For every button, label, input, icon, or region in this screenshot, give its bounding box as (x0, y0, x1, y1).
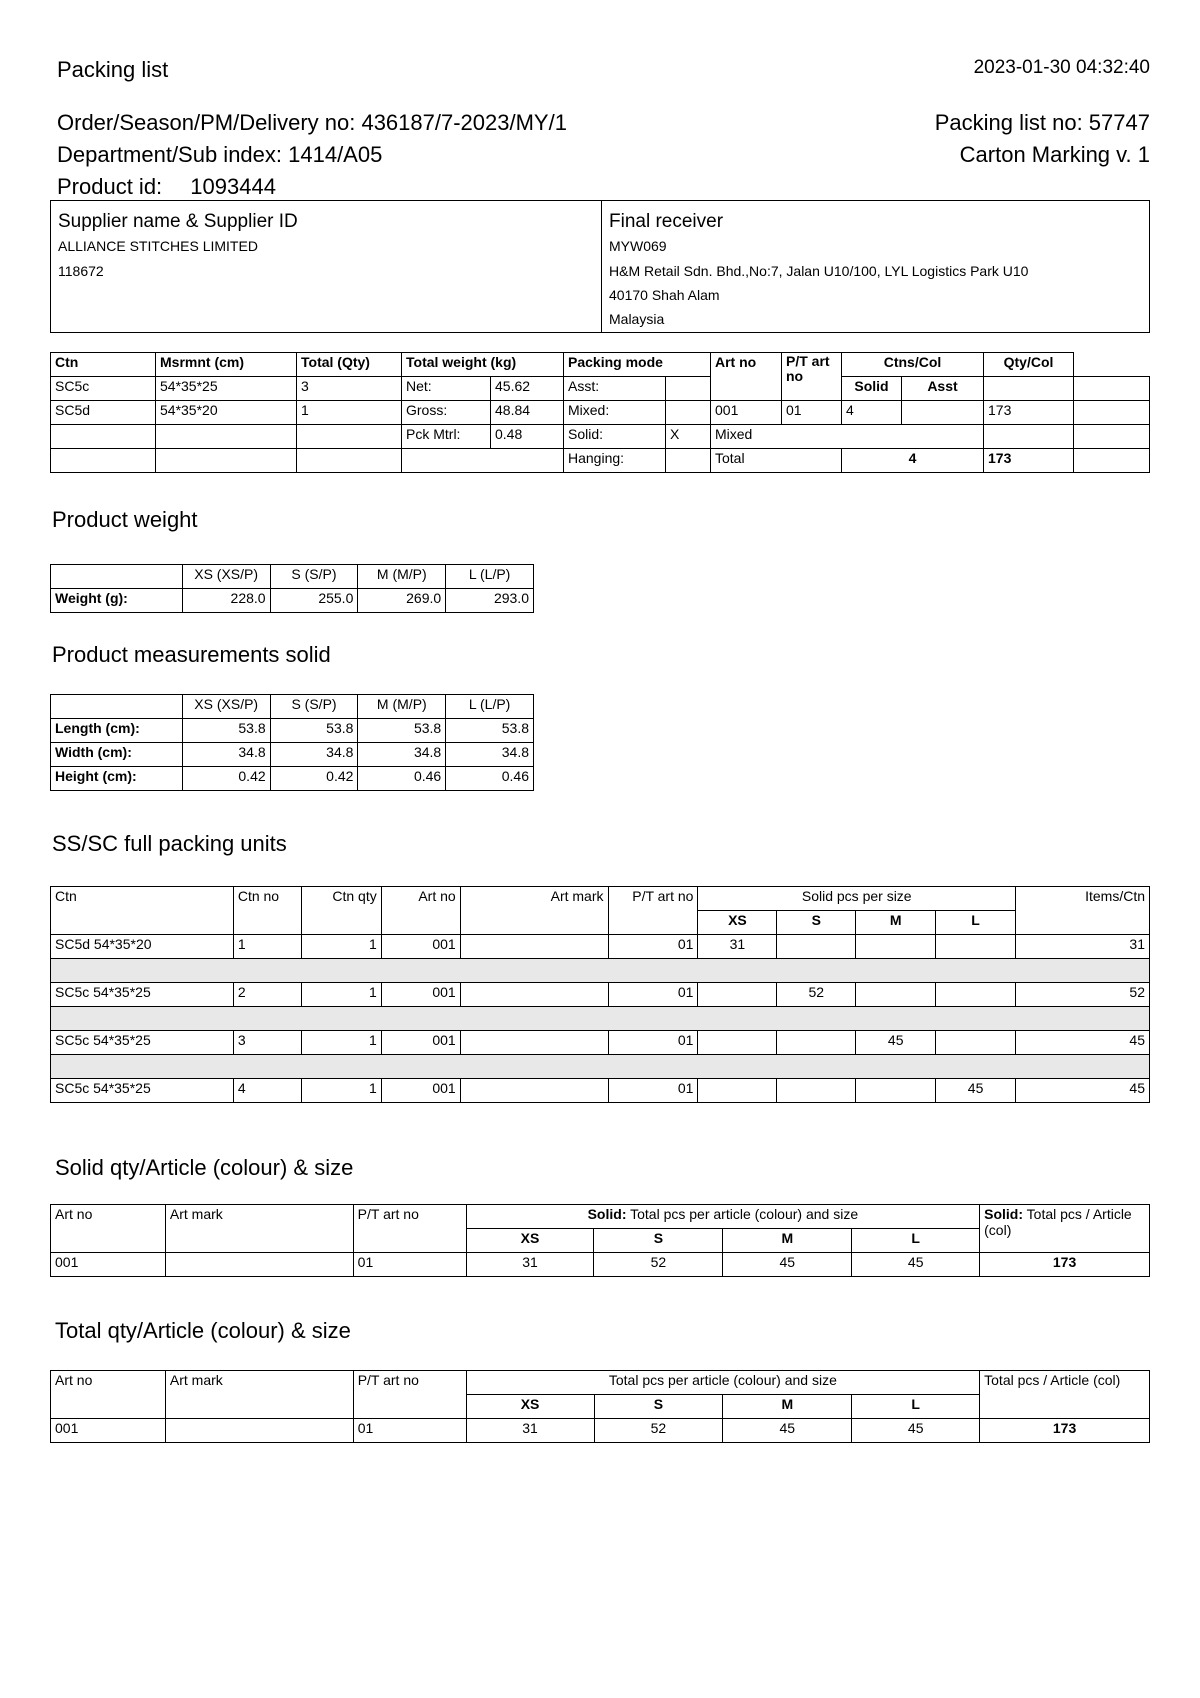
art-no-cell: 001 (711, 401, 782, 425)
xs-cell (698, 983, 777, 1007)
product-id-row (57, 174, 276, 200)
header-ctn: Ctn (51, 353, 156, 377)
summary-header-row (51, 353, 1150, 377)
ctn-no-cell: 1 (233, 935, 301, 959)
l-cell: 45 (852, 1419, 980, 1443)
packing-units-table (50, 886, 1150, 1103)
art-no-cell: 001 (51, 1419, 166, 1443)
summary-row (51, 401, 1150, 425)
m-cell: 45 (723, 1253, 852, 1277)
size-header: XS (XS/P) (182, 695, 270, 719)
header-art-no: Art no (51, 1205, 166, 1253)
total-label: Total (711, 449, 842, 473)
weight-value: 228.0 (182, 589, 270, 613)
total-qty-header-row (51, 1371, 1150, 1395)
summary-row (51, 449, 1150, 473)
l-cell: 45 (936, 1079, 1016, 1103)
size-header: M (M/P) (358, 695, 446, 719)
mode-label: Mixed: (564, 401, 666, 425)
size-header: S (777, 911, 856, 935)
art-mark-cell (165, 1419, 353, 1443)
ctn-qty-cell: 1 (301, 1031, 381, 1055)
measurements-table (50, 694, 534, 791)
xs-cell (698, 1031, 777, 1055)
weight-label: Gross: (402, 401, 491, 425)
ctn-cell: SC5c 54*35*25 (51, 983, 234, 1007)
subheader-solid: Solid (842, 377, 902, 401)
header-pt-art-no: P/T art no (608, 887, 698, 935)
header-msrmnt: Msrmnt (cm) (156, 353, 297, 377)
size-header: L (L/P) (446, 695, 534, 719)
weight-value: 0.48 (491, 425, 564, 449)
header-items-ctn: Items/Ctn (1016, 887, 1150, 935)
m-cell (856, 935, 936, 959)
solid-prefix: Solid: (984, 1206, 1024, 1222)
s-cell: 52 (594, 1253, 723, 1277)
spacer-cell (51, 1007, 1150, 1031)
size-header: XS (466, 1395, 594, 1419)
size-header: XS (466, 1229, 594, 1253)
ctn-qty-cell: 1 (301, 1079, 381, 1103)
table-row (51, 1079, 1150, 1103)
weight-label: Pck Mtrl: (402, 425, 491, 449)
total-title: Total pcs / Article (col) (984, 1206, 1136, 1238)
receiver-code: MYW069 (609, 238, 667, 254)
measurement-row (51, 767, 534, 791)
measurement-value: 0.42 (270, 767, 358, 791)
msrmnt-cell (156, 425, 297, 449)
measurement-value: 34.8 (446, 743, 534, 767)
pt-art-no-cell: 01 (353, 1419, 466, 1443)
department-line: Department/Sub index: 1414/A05 (57, 142, 383, 167)
weight-label (402, 449, 564, 473)
table-row (51, 1419, 1150, 1443)
parties-divider (601, 201, 602, 332)
size-header: M (723, 1229, 852, 1253)
table-row (51, 983, 1150, 1007)
measurement-value: 0.46 (358, 767, 446, 791)
pt-art-no-cell: 01 (608, 1031, 698, 1055)
art-no-cell: 001 (381, 1079, 460, 1103)
total-qty-table (50, 1370, 1150, 1443)
art-mark-cell (165, 1253, 353, 1277)
pt-art-no-cell: 01 (608, 935, 698, 959)
size-header: XS (XS/P) (182, 565, 270, 589)
size-header: L (L/P) (446, 565, 534, 589)
mode-label: Asst: (564, 377, 666, 401)
msrmnt-cell: 54*35*20 (156, 401, 297, 425)
weight-label: Net: (402, 377, 491, 401)
mode-mark (666, 401, 711, 425)
measurement-row (51, 719, 534, 743)
table-row (51, 935, 1150, 959)
measurement-value: 34.8 (358, 743, 446, 767)
ctn-no-cell: 4 (233, 1079, 301, 1103)
solid-qty-heading: Solid qty/Article (colour) & size (55, 1155, 354, 1180)
measurement-label: Width (cm): (51, 743, 183, 767)
spacer-row (51, 959, 1150, 983)
subheader-asst: Asst (902, 377, 984, 401)
weight-value: 293.0 (446, 589, 534, 613)
msrmnt-cell: 54*35*25 (156, 377, 297, 401)
header-total-qty: Total (Qty) (297, 353, 402, 377)
size-header: L (852, 1395, 980, 1419)
m-cell (856, 1079, 936, 1103)
xs-cell (698, 1079, 777, 1103)
header-pt-art-no: P/T art no (353, 1205, 466, 1253)
l-cell: 45 (852, 1253, 980, 1277)
s-cell: 52 (777, 983, 856, 1007)
ctn-cell (51, 449, 156, 473)
parties-box (50, 200, 1150, 333)
summary-row (51, 425, 1150, 449)
header-solid-pcs: Solid pcs per size (698, 887, 1016, 911)
ctn-cell: SC5c 54*35*25 (51, 1031, 234, 1055)
header-art-no: Art no (381, 887, 460, 935)
l-cell (936, 983, 1016, 1007)
art-no-cell: 001 (51, 1253, 166, 1277)
carton-marking: Carton Marking v. 1 (959, 142, 1150, 167)
measurement-label: Height (cm): (51, 767, 183, 791)
total-cell: 173 (980, 1253, 1150, 1277)
header-total: Total pcs / Article (col) (980, 1371, 1150, 1419)
ctn-no-cell: 2 (233, 983, 301, 1007)
xs-cell: 31 (466, 1419, 594, 1443)
art-no-cell: 001 (381, 1031, 460, 1055)
ctns-asst-cell (902, 401, 984, 425)
size-header: S (594, 1395, 723, 1419)
product-weight-heading: Product weight (52, 507, 198, 532)
qty-cell (297, 425, 402, 449)
supplier-heading: Supplier name & Supplier ID (58, 211, 298, 232)
header-ctn-no: Ctn no (233, 887, 301, 935)
product-id-label: Product id: (57, 174, 163, 199)
header-ctn-qty: Ctn qty (301, 887, 381, 935)
weight-value: 269.0 (358, 589, 446, 613)
measurement-value: 53.8 (358, 719, 446, 743)
pt-art-no-cell: 01 (782, 401, 842, 425)
header-pt-art-no: P/T art no (353, 1371, 466, 1419)
art-mark-cell (460, 935, 608, 959)
empty-cell (1074, 377, 1150, 401)
measurement-value: 53.8 (182, 719, 270, 743)
receiver-heading: Final receiver (609, 211, 724, 232)
art-mark-cell (460, 1031, 608, 1055)
m-cell: 45 (856, 1031, 936, 1055)
measurement-row (51, 743, 534, 767)
table-row (51, 1253, 1150, 1277)
pt-art-no-cell: 01 (353, 1253, 466, 1277)
m-cell: 45 (723, 1419, 852, 1443)
art-mark-cell (460, 1079, 608, 1103)
header-solid-total (980, 1205, 1150, 1253)
items-cell: 45 (1016, 1079, 1150, 1103)
empty-cell (1074, 449, 1150, 473)
qty-cell: 1 (297, 401, 402, 425)
pt-art-no-cell: 01 (608, 983, 698, 1007)
header-solid-total-group (466, 1205, 980, 1229)
ctn-cell: SC5d (51, 401, 156, 425)
art-mark-cell (460, 983, 608, 1007)
empty-cell (984, 425, 1074, 449)
ctn-no-cell: 3 (233, 1031, 301, 1055)
qty-col-cell: 173 (984, 401, 1074, 425)
header-pt-art-no: P/T art no (782, 353, 842, 401)
items-cell: 31 (1016, 935, 1150, 959)
qty-cell: 3 (297, 377, 402, 401)
qty-cell (297, 449, 402, 473)
timestamp: 2023-01-30 04:32:40 (973, 57, 1150, 78)
header-art-no: Art no (51, 1371, 166, 1419)
size-header: S (S/P) (270, 695, 358, 719)
weight-value: 45.62 (491, 377, 564, 401)
total-cell: 173 (980, 1419, 1150, 1443)
size-header: L (852, 1229, 980, 1253)
header-packing-mode: Packing mode (564, 353, 711, 377)
product-weight-table (50, 564, 534, 613)
supplier-name: ALLIANCE STITCHES LIMITED (58, 238, 258, 254)
measurement-value: 0.42 (182, 767, 270, 791)
ctn-cell: SC5d 54*35*20 (51, 935, 234, 959)
size-header: XS (698, 911, 777, 935)
size-header: M (723, 1395, 852, 1419)
size-header: M (M/P) (358, 565, 446, 589)
page-title: Packing list (57, 57, 169, 82)
m-cell (856, 983, 936, 1007)
supplier-id: 118672 (58, 263, 104, 279)
total-qty-heading: Total qty/Article (colour) & size (55, 1318, 351, 1343)
spacer-cell (51, 959, 1150, 983)
packing-units-heading: SS/SC full packing units (52, 831, 287, 856)
header-qty-col: Qty/Col (984, 353, 1074, 377)
product-id-value: 1093444 (190, 174, 276, 199)
measurement-value: 53.8 (446, 719, 534, 743)
empty-cell (984, 377, 1074, 401)
mixed-label: Mixed (711, 425, 984, 449)
receiver-address-line2: 40170 Shah Alam (609, 287, 720, 303)
art-no-cell: 001 (381, 983, 460, 1007)
packing-list-number: Packing list no: 57747 (934, 110, 1150, 135)
measurement-value: 34.8 (270, 743, 358, 767)
s-cell (777, 935, 856, 959)
summary-row (51, 377, 1150, 401)
items-cell: 52 (1016, 983, 1150, 1007)
size-header: L (936, 911, 1016, 935)
header-art-mark: Art mark (165, 1205, 353, 1253)
size-header: S (S/P) (270, 565, 358, 589)
l-cell (936, 1031, 1016, 1055)
header-total-group: Total pcs per article (colour) and size (466, 1371, 980, 1395)
measurement-value: 0.46 (446, 767, 534, 791)
header-ctn: Ctn (51, 887, 234, 935)
group-title: Total pcs per article (colour) and size (626, 1206, 859, 1222)
spacer-row (51, 1007, 1150, 1031)
ctn-cell: SC5c 54*35*25 (51, 1079, 234, 1103)
weight-row (51, 589, 534, 613)
measurement-value: 53.8 (270, 719, 358, 743)
empty-cell (51, 565, 183, 589)
summary-table (50, 352, 1150, 473)
l-cell (936, 935, 1016, 959)
header-ctns-col: Ctns/Col (842, 353, 984, 377)
art-no-cell: 001 (381, 935, 460, 959)
size-header-row (51, 695, 534, 719)
order-line: Order/Season/PM/Delivery no: 436187/7-2023/MY/1 (57, 110, 567, 135)
solid-qty-table (50, 1204, 1150, 1277)
solid-qty-header-row (51, 1205, 1150, 1229)
mode-label: Solid: (564, 425, 666, 449)
empty-cell (51, 695, 183, 719)
s-cell (777, 1031, 856, 1055)
header-art-no: Art no (711, 353, 782, 401)
receiver-address-line1: H&M Retail Sdn. Bhd.,No:7, Jalan U10/100, LYL Logistics Park U10 (609, 263, 1029, 279)
xs-cell: 31 (466, 1253, 594, 1277)
weight-value: 48.84 (491, 401, 564, 425)
total-qty-col: 173 (984, 449, 1074, 473)
msrmnt-cell (156, 449, 297, 473)
total-ctns: 4 (842, 449, 984, 473)
s-cell: 52 (594, 1419, 723, 1443)
table-row (51, 1031, 1150, 1055)
size-header-row (51, 565, 534, 589)
size-header: S (594, 1229, 723, 1253)
mode-mark: X (666, 425, 711, 449)
receiver-country: Malaysia (609, 311, 665, 327)
solid-prefix: Solid: (587, 1206, 627, 1222)
mode-mark (666, 449, 711, 473)
measurements-heading: Product measurements solid (52, 642, 331, 667)
empty-cell (1074, 425, 1150, 449)
mode-mark (666, 377, 711, 401)
ctn-qty-cell: 1 (301, 935, 381, 959)
ctn-qty-cell: 1 (301, 983, 381, 1007)
packing-units-header-row (51, 887, 1150, 911)
ctn-cell: SC5c (51, 377, 156, 401)
measurement-value: 34.8 (182, 743, 270, 767)
spacer-row (51, 1055, 1150, 1079)
size-header: M (856, 911, 936, 935)
header-total-weight: Total weight (kg) (402, 353, 564, 377)
items-cell: 45 (1016, 1031, 1150, 1055)
measurement-label: Length (cm): (51, 719, 183, 743)
s-cell (777, 1079, 856, 1103)
mode-label: Hanging: (564, 449, 666, 473)
weight-value: 255.0 (270, 589, 358, 613)
header-art-mark: Art mark (165, 1371, 353, 1419)
xs-cell: 31 (698, 935, 777, 959)
ctns-solid-cell: 4 (842, 401, 902, 425)
empty-cell (1074, 401, 1150, 425)
ctn-cell (51, 425, 156, 449)
header-art-mark: Art mark (460, 887, 608, 935)
weight-label: Weight (g): (51, 589, 183, 613)
spacer-cell (51, 1055, 1150, 1079)
pt-art-no-cell: 01 (608, 1079, 698, 1103)
